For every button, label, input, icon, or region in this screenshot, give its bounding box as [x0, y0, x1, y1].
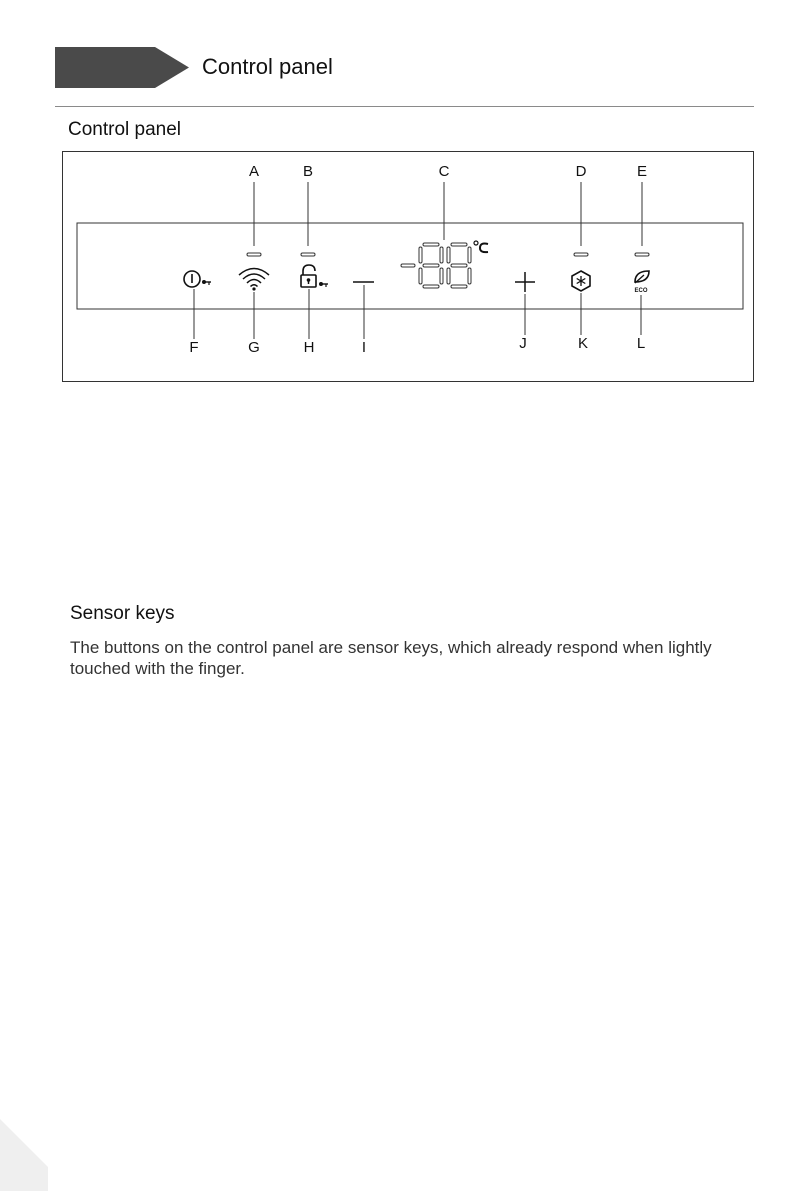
sensor-keys-heading: Sensor keys	[70, 603, 175, 624]
callout-i: I	[361, 339, 367, 356]
eco-label: ECO	[634, 288, 648, 294]
header-title: Control panel	[202, 54, 333, 79]
header-tab-arrow	[55, 47, 189, 88]
indicator-b	[301, 253, 315, 256]
power-key-icon[interactable]	[184, 271, 211, 287]
callout-f: F	[189, 339, 199, 356]
lock-key-icon[interactable]	[301, 265, 328, 287]
sensor-keys-description: The buttons on the control panel are sensor keys, which already respond when lightly touched with the finger.	[70, 638, 712, 678]
callout-b: B	[302, 163, 314, 180]
indicator-d	[574, 253, 588, 256]
indicator-e	[635, 253, 649, 256]
callout-j: J	[519, 335, 527, 352]
callout-g: G	[248, 339, 260, 356]
callout-k: K	[577, 335, 589, 352]
panel-strip	[77, 223, 743, 309]
freeze-key-icon[interactable]	[572, 271, 590, 291]
page-corner-tab	[0, 1119, 48, 1191]
plus-key-icon[interactable]	[515, 272, 535, 292]
section-title: Control panel	[68, 119, 182, 140]
indicator-a	[247, 253, 261, 256]
callout-c: C	[438, 163, 450, 180]
wifi-icon[interactable]	[239, 269, 269, 291]
control-panel-diagram	[63, 152, 755, 383]
callout-e: E	[636, 163, 648, 180]
callout-h: H	[303, 339, 315, 356]
celsius-icon	[474, 241, 488, 252]
callout-a: A	[248, 163, 260, 180]
temperature-display	[401, 243, 471, 288]
header-divider	[55, 106, 754, 107]
callout-l: L	[636, 335, 646, 352]
control-panel-figure	[62, 151, 754, 382]
eco-key-icon[interactable]	[634, 271, 649, 294]
callout-d: D	[575, 163, 587, 180]
